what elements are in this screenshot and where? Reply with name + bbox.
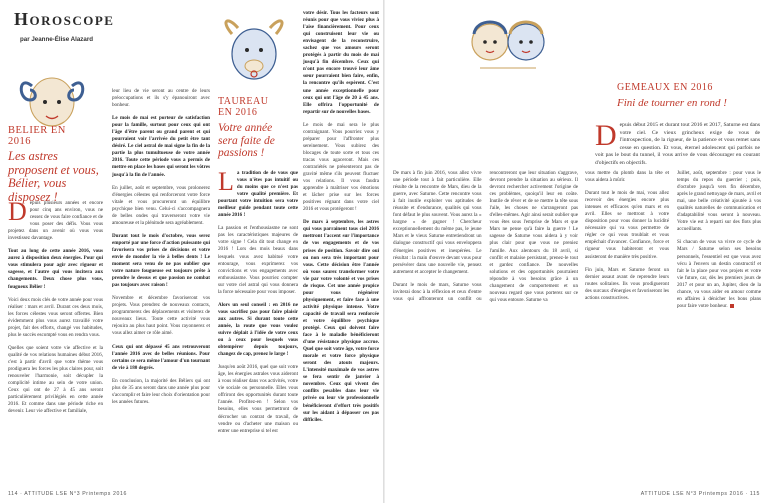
gemeaux-c1p1: De mars à fin juin 2016, vous allez vivre une période tout à fait particulière. Elle résulte de la rencontre de Mars, dieu de la guerre, avec Saturne. Cette rencontre vous à fait inutile exploiter vos aptitudes de réussite et d'endurance, qualités qui vous font défaut le plus souvent. Vous aurez la « hargne » de gagner ! Chercheur exceptionnellement du même pas, le jeune Mars et le vieux Saturne entretiendront un dialogue constructif qui vous enveloppera d'énergies positives et inespérées. Le résultat : la main d'œuvre devant vous pour persévérer dans une nouvelle vie, pensez autrement et accepter le changement.	[393, 170, 482, 275]
tagline-gemeaux: Fini de tourner en rond !	[617, 97, 727, 109]
taureau-column-1	[218, 170, 298, 480]
dropcap: L	[218, 170, 234, 196]
belier-c2p1: leur lieu de vie seront au centre de leurs préoccupations et ils s'y épanouiront avec bonheur.	[112, 88, 210, 109]
taurus-bull-illustration	[218, 14, 290, 92]
taureau-column-2	[303, 10, 379, 480]
gemeaux-c2p5: Si chacun de vous va vivre ce cycle de Mars / Saturne selon ses besoins personnels, l'essentiel est que vous avez vécu à l'envers un destin constructif et fait le la place pour vos projets et votre vie future, car, dès les premiers jours de 2017 et pour un an, Jupiter, dieu de la chance, va vous aider en amour comme en affaires à dénicher les bons plans pour faire votre bonheur.	[677, 239, 761, 309]
belier-c2p7: En conclusion, la majorité des Béliers qui ont plus de 35 ans seront dans une année plus pour s'accomplir et faire leur choix d'orientation pour les années futures.	[112, 377, 210, 405]
tagline-taureau: Votre année sera faite de passions !	[218, 122, 275, 159]
belier-c2p2: Le mois de mai est porteur de satisfaction pour la famille, surtout pour ceux qui ont l'âge d'être parent ou grand parent et qui pourraient voir l'arrivée du petit être tant désiré. Le ciel astral de mai signe la fin de la partie la plus tumultueuse de votre année 2016. Toute cette période vous a permis de mettre en place les bases qui seront les vôtres jusqu'à la fin de l'année.	[112, 115, 210, 178]
taureau-p3: Alors un seul conseil : en 2016 ne vous sacrifiez pas pour faire plaisir aux autres. Si durant toute cette année, la route que vous voulez suivre déplait à l'idée de votre ceux ou à ceux pour lesquels vous obtempérer depuis toujours, changez de cap, prenez le large !	[218, 301, 298, 358]
footer-right: ATTITUDE LSE N°3 Printemps 2016 · 115	[640, 491, 760, 497]
taureau-c2p3: De mars à septembre, les astres qui vous parrainent tous ciel 2016 mettront l'accent sur l'importance de vos engagements et de vos prises de position. Savoir dire oui ou non sera très important pour vous. Cette décision être l'année où vous saurez transformer votre vie par votre volonté et vos prises de risque. Cet une année propice pour vous régénérer physiquement, et faire face à une activité physique intense. Votre capacité de travail sera renforcée et votre équilibre psychique protégé. Ceux qui doivent faire face à le maladie bénéficieront d'une résistance physique accrue. Quel que soit votre âge, votre force morale et votre force physique seront des atouts majeurs. L'intensité maximale de vos astres se fera sentir de janvier à novembre. Ceux qui vivent des conflits pesables dans leur vie privée ou leur vie professionnelle bénéficieront d'effort très positifs sur les aidant à dépasser ces pas difficiles.	[303, 219, 379, 423]
dropcap: D	[8, 200, 27, 226]
belier-c2p3: En juillet, août et septembre, vous prolonerez d'énergies célestes qui renforceront votre force vitale et vous procureront un équilibre psychique bien venu. Celui-ci s'accompagnera de belles ondes qui traverseront votre vie amoureuse et la plénitude sera agréablement.	[112, 184, 210, 226]
footer-left: 114 · ATTITUDE LSE N°3 Printemps 2016	[8, 491, 127, 497]
belier-column-1	[8, 200, 103, 480]
taureau-p2: La passion et l'enthousiasme ne sont pas les caractéristiques majeures de votre signe ! Cela dit tout change en 2016 ! Lors des mois beaux dans lesquels vous avez habitué votre entourage, vous exprimerez vos convictions et vos engagements avec enthousiasme. Vous pourriez compter sur votre ciel astral qui vous donnera la force nécessaire pour vous imposer.	[218, 225, 298, 295]
belier-column-2	[112, 88, 210, 480]
sign-heading-gemeaux: GEMEAUX EN 2016	[617, 82, 713, 93]
belier-c2p6: Ceux qui ont dépassé 45 ans retrouveront l'année 2016 avec de belles réunions. Pour certains ce sera même l'amour d'un tournant de vie à 180 degrés.	[112, 343, 210, 371]
sign-heading-taureau: TAUREAU EN 2016	[218, 96, 269, 118]
magazine-name: ATTITUDE LSE	[640, 491, 685, 497]
issue: N°3 Printemps 2016	[69, 491, 127, 497]
left-page	[0, 0, 383, 503]
belier-p3: Voici deux mois clés de votre année pour vous réaliser : mars et avril. Durant ces deux mois, les forces célestes vous seront offertes. Bien évidemment plus vous aurez travaillé votre projet, fait des efforts, changé vos habitudes, plus le succès escompté vous en rendra vous.	[8, 296, 103, 338]
gemeaux-column-1	[393, 170, 578, 480]
belier-c2p4: Durant tout le mois d'octobre, vous serez emporté par une force d'action puissante qui favorisera vos prises de décisions et votre envie de monder la vie à belles dents ! Le moment sera venu de ne pas oublier que votre nature fougueuse est toujours prête à prendre le dessus et que passion ne combat pas toujours avec raison !	[112, 232, 210, 289]
page-title: Horoscope	[14, 9, 115, 29]
gemeaux-column-2	[585, 170, 761, 480]
end-of-article-mark	[730, 304, 734, 308]
belier-p4: Quelles que soient votre vie affective et la qualité de vos relations humaines début 2016, c'est à partir d'avril que votre thème vous prodiguera les forces les plus claires pour, soit renouveler l'harmonie, soit décupler la complicité intime au sein de votre union. Ceux qui ont de 27 à 45 ans seront particulièrement privilégiés en cette année 2016. Et comme dans une période riche en devenir. Leur vie affective et familiale,	[8, 344, 103, 415]
gemeaux-c2p1: vous mettre du plomb dans la tête et vous aidera à mûrir.	[585, 170, 669, 184]
gemini-twins-illustration	[460, 8, 556, 84]
gemeaux-c2p4: Juillet, août, septembre : pour vous le temps du repos du guerrier ; puis, d'octobre jusqu'à vers fin décembre, après le grand nettoyage de mars, avril et mai, une belle créativité ajoutée à vos qualités naturelles de communication et d'adaptabilité vous seront à nouveau. Votre vie est à reparti sur des flots plus accueillants.	[677, 170, 761, 233]
belier-c2p5: Novembre et décembre favoriseront vos projets. Vous prendrez de nouveaux contacts, programmerez des déplacements et visiterez de nouveaux lieux. Toute cette activité vous rejouira au plus haut point. Vous rayonnerez et vous allez aimer ce rôle aimé.	[112, 295, 210, 337]
aries-ram-illustration	[12, 64, 92, 134]
taureau-c2p1: votre désir. Tous les facteurs sont réunis pour que vous viviez plus à l'aise financièrement. Pour ceux qui construisent leur vie ou envisagent de la reconstruire, sachez que vos amours seront protégés à partir du mois de mai jusqu'à fin décembre. Ceux qui n'ont pas encore trouvé leur âme sœur pourraient bien faire, enfin, la rencontre qu'ils espèrent. C'est une année exceptionnelle pour ceux qui ont l'âge de 20 à 45 ans. Elle offrira l'opportunité de repartir sur de nouvelles bases.	[303, 10, 379, 115]
tagline-belier: Les astres proposent et vous, Bélier, vous disposez !	[8, 149, 99, 204]
taureau-p1: a tradition de de vous que vous n'êtes pas intuitif ou du moins que ce n'est pas votre qualité première. Et pourtant votre intuition sera votre meilleur guide pendant toute cette année 2016 !	[218, 170, 298, 219]
gemeaux-c1p2: Durant le mois de mars, Saturne vous inviterai donc à la réflexion et ceux d'entre vous qui affronteront un conflit ou rencontreront que leur situation s'aggrave, devront prendre la situation au sérieux. Il devront rechercher activement l'origine de ces problèmes, quoiqu'il leur en coûte. Inutile de rêver et de se mettre la tête sous l'aile, les choses ne s'arrangeront pas d'elles-mêmes. Agir ainsi serait oublier que vous êtes sous l'emprise de Mars et que Mars ne pense qu'à faire la guerre ! Le sagesse de Saturne vous aidera à y voir plus clair pour que vous ne preniez l'amille. Aux alentours du 18 avril, si conflit et malaise persistant, prenez-le tout et gardez confiance. De nouvelles solutions et des opportunités pourraient répondre à vos besoins grâce à un changement de comportement et un nouveau regard que vous porterez sur ce qui vous entoure. Saturne va	[393, 170, 578, 303]
taureau-p4: Jusqu'en août 2016, quel que soit votre âge, les énergies astrales vous aideront à vous réaliser dans vos activités, votre vie sociale ou personnelle. Elles vous offriront des opportunités durant toute l'année. Profitez-en ! Selon vos besoins, elles vous permettront de décrocher un contrat de travail, de vendre ou d'acheter une maison ou entrer une entreprise si tel est	[218, 364, 298, 434]
magazine-name: ATTITUDE LSE	[24, 491, 68, 497]
sign-heading-belier: BELIER EN 2016	[8, 125, 66, 147]
gemeaux-c2p3: Fin juin, Mars et Saturne feront un dernier assaut avant de reprendre leurs routes solitaires. Ils vous prodigueront des surcaux d'énergies et favoriseront les actions constructives.	[585, 266, 669, 301]
gemeaux-c2p2: Durant tout le mois de mai, vous allez recevoir des énergies encore plus intenses et efficaces qu'en mars et en avril. Elles se mettront à votre disposition pour vous donner la lucidité nécessaire qui va vous permettre de régler ce qui vous troublait et vous empêchait d'avancer. Confiance, force et rigueur vous habiteront et vous assisteront de manière très positive.	[585, 190, 669, 260]
issue: N°3 Printemps 2016	[686, 491, 744, 497]
belier-p1: epuis plusieurs années et encore pour cinq ans environ, vous ne cessez de vous faire confiance et de vous poser des défis. Vous vous projetez dans un avenir où vous vous investissez davantage.	[8, 200, 103, 242]
page-number-left: 114	[8, 491, 19, 497]
right-page	[385, 0, 768, 503]
dropcap: D	[595, 122, 617, 152]
byline: par Jeanne-Élise Alazard	[20, 36, 94, 43]
gemeaux-intro-text: epuis début 2015 et durant tout 2016 et 2017, Saturne est dans votre ciel. Ce vieux grincheux exige de vous de l'introspection, de la rigueur, de la patience et vous remet sans cesse en question. Et vous, éternel adolescent qui parfois ne voit pas le bout du tunnel, il vous arrive de vous décourager en courant d'objectifs en objectifs.	[595, 122, 760, 166]
belier-p2: Tout au long de cette année 2016, vous aurez à disposition deux énergies. Pour qui vous stimulera pour agir avec rigueur et sagesse, et l'autre qui vous incitera aux changements. Deux chose plus vous, fougueux Bélier !	[8, 248, 103, 290]
page-number-right: 115	[749, 491, 760, 497]
gemeaux-intro	[595, 122, 760, 168]
taureau-c2p2: Le mois de mai sera le plus contraignant. Vous pourriez vous y préparer pour l'affronter plus sereinement. Vous subirez des blocages de toute sorte et tous ces tracas vous agaceront. Mais ces contrariétés ne présenteront pas de gravité même s'ils peuvent fluctuer vos relations. Il vous faudra apprendre à maîtriser vos émotions et lâcher prise sur les forces positives régnant dans votre ciel 2016 et vous protégeront !	[303, 121, 379, 213]
